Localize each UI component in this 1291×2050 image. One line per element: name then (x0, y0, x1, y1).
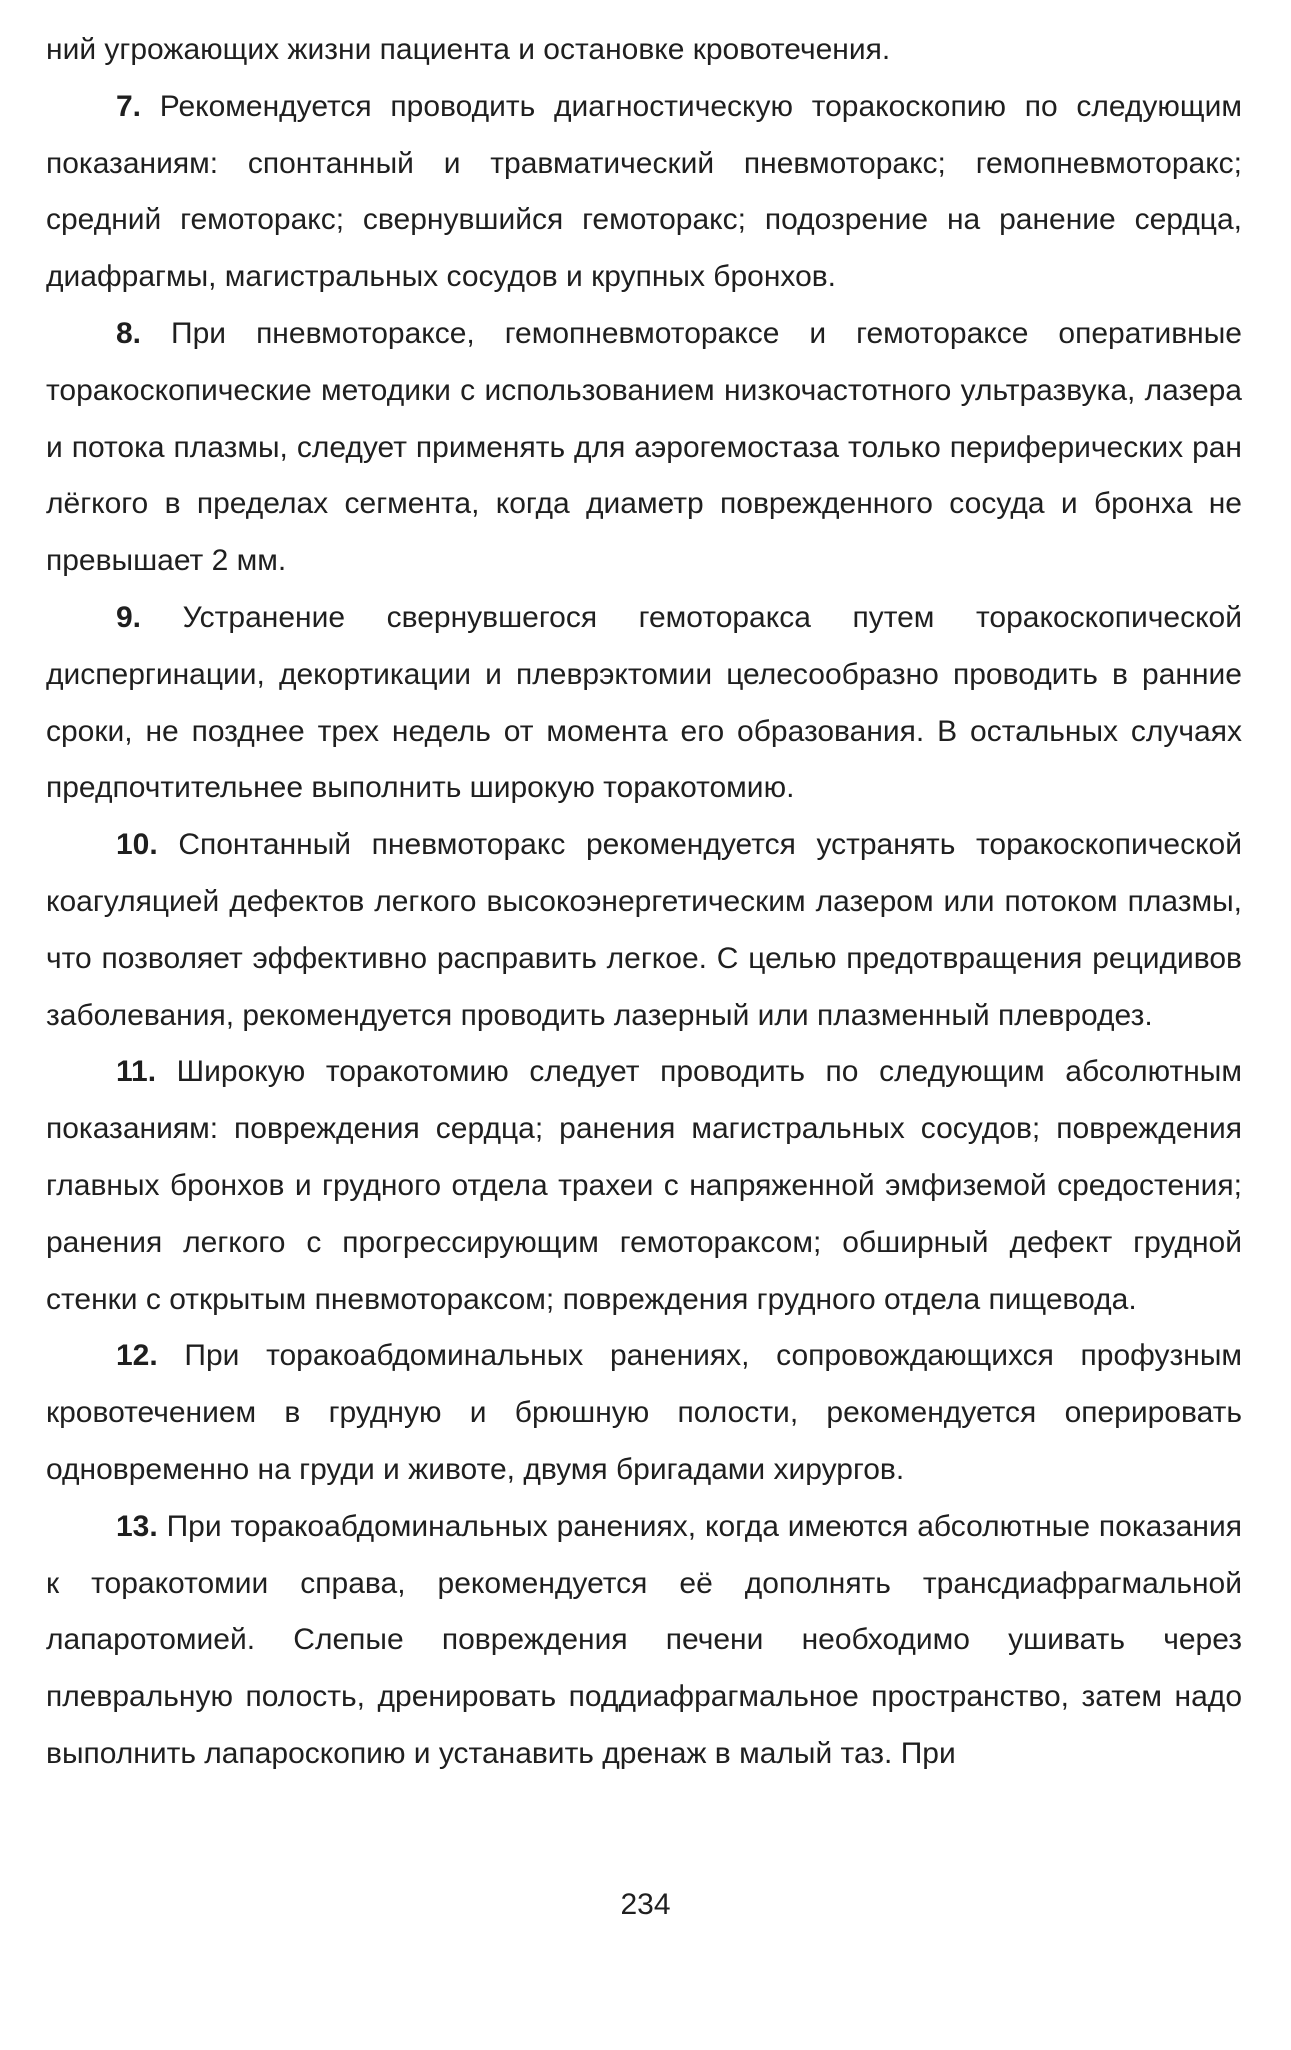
item-text: При пневмотораксе, гемопневмотораксе и гемотораксе оперативные торакоскопические методики с использованием низкочастотного ультразвука, лазера и потока плазмы, следует применять для аэрогемостаза только периферических ран лёгкого в пределах сегмента, когда диаметр поврежденного сосуда и бронха не превышает 2 мм. (46, 316, 1242, 578)
page-number: 234 (620, 1888, 671, 1921)
item-number: 12. (116, 1339, 158, 1373)
paragraph-item-7 (46, 79, 1242, 306)
paragraph-item-10 (46, 817, 1242, 1044)
paragraph-continuation: ний угрожающих жизни пациента и остановке кровотечения. (46, 33, 891, 66)
paragraph-item-8 (46, 306, 1242, 590)
item-number: 11. (116, 1055, 157, 1089)
item-text: При торакоабдоминальных ранениях, сопровождающихся профузным кровотечением в грудную и брюшную полости, рекомендуется оперировать одновременно на груди и животе, двумя бригадами хирургов. (46, 1339, 1242, 1486)
item-number: 13. (116, 1509, 158, 1543)
item-number: 8. (116, 316, 142, 350)
item-text: При торакоабдоминальных ранениях, когда имеются абсолютные показания к торакотомии справа, рекомендуется её дополнять трансдиафрагмальной лапаротомией. Слепые повреждения печени необходимо ушивать через плевральную полость, дренировать поддиафрагмальное пространство, затем надо выполнить лапароскопию и устанавить дренаж в малый таз. При (46, 1509, 1242, 1770)
item-number: 10. (116, 828, 158, 862)
paragraph-item-9 (46, 590, 1242, 817)
paragraph-item-12 (46, 1328, 1242, 1498)
item-number: 7. (116, 89, 142, 123)
paragraph-item-11 (46, 1044, 1242, 1328)
item-text: Спонтанный пневмоторакс рекомендуется устранять торакоскопической коагуляцией дефектов легкого высокоэнергетическим лазером или потоком плазмы, что позволяет эффективно расправить легкое. С целью предотвращения рецидивов заболевания, рекомендуется проводить лазерный или плазменный плевродез. (46, 828, 1242, 1032)
item-text: Устранение свернувшегося гемоторакса путем торакоскопической диспергинации, декортикации и плеврэктомии целесообразно проводить в ранние сроки, не позднее трех недель от момента его образования. В остальных случаях предпочтительнее выполнить широкую торакотомию. (46, 600, 1242, 805)
document-body (46, 22, 1242, 1783)
item-text: Рекомендуется проводить диагностическую торакоскопию по следующим показаниям: спонтанный и травматический пневмоторакс; гемопневмоторакс; средний гемоторакс; свернувшийся гемоторакс; подозрение на ранение сердца, диафрагмы, магистральных сосудов и крупных бронхов. (46, 89, 1242, 294)
paragraph-item-13 (46, 1499, 1242, 1783)
item-text: Широкую торакотомию следует проводить по следующим абсолютным показаниям: повреждения сердца; ранения магистральных сосудов; повреждения главных бронхов и грудного отдела трахеи с напряженной эмфиземой средостения; ранения легкого с прогрессирующим гемотораксом; обширный дефект грудной стенки с открытым пневмотораксом; повреждения грудного отдела пищевода. (46, 1055, 1242, 1316)
item-number: 9. (116, 600, 142, 634)
